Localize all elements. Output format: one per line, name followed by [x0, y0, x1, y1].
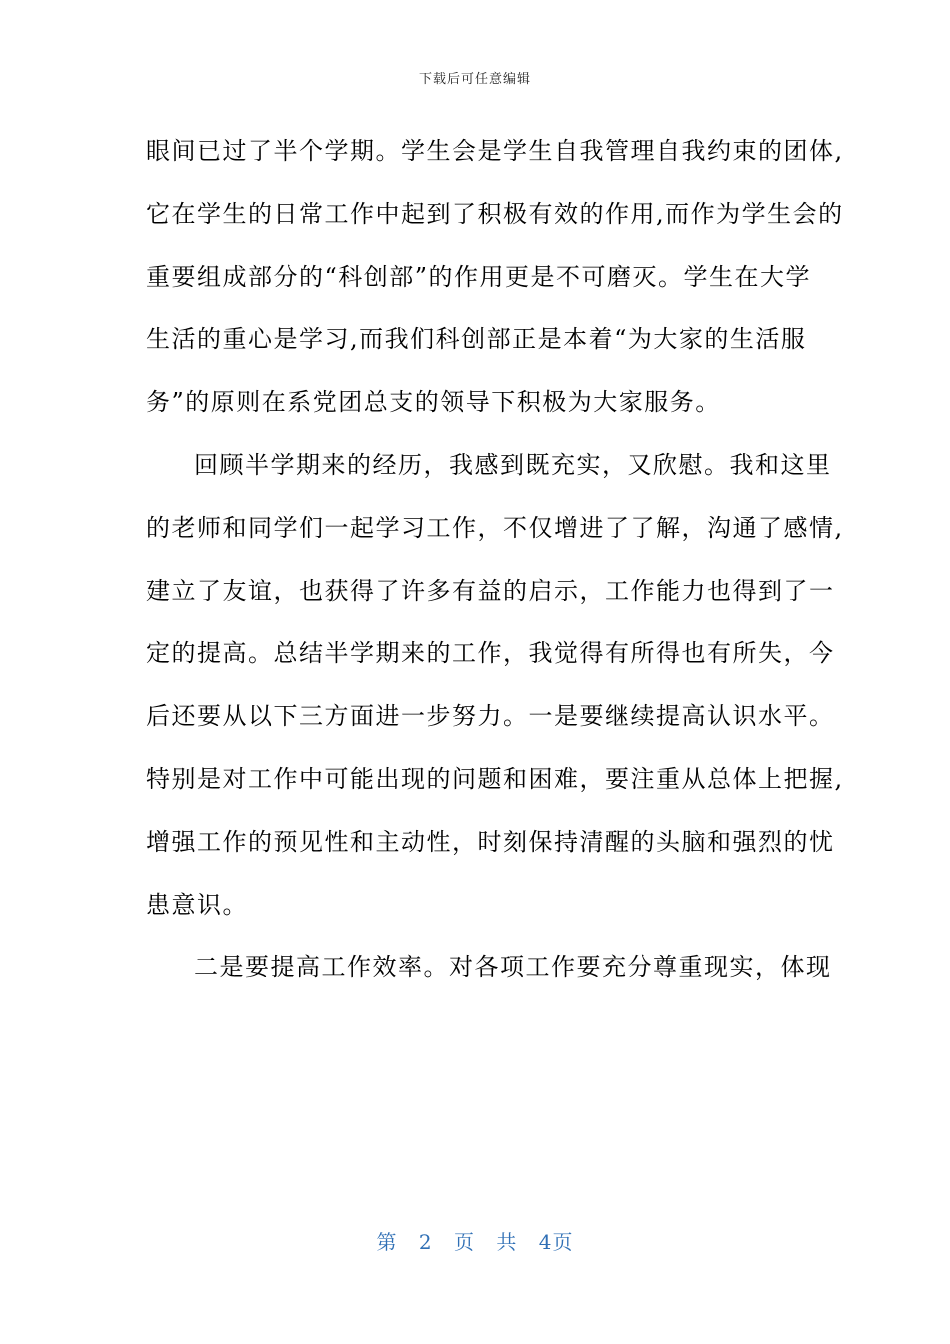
- footer-page-number: 2: [418, 1230, 433, 1254]
- text-line: 特别是对工作中可能出现的问题和困难，要注重从总体上把握,: [146, 764, 844, 793]
- text-line: 增强工作的预见性和主动性，时刻保持清醒的头脑和强烈的忧: [146, 827, 835, 856]
- text-line: 患意识。: [146, 890, 248, 919]
- text-line: 的老师和同学们一起学习工作，不仅增进了了解，沟通了感情,: [146, 513, 844, 542]
- footer-di: 第: [376, 1230, 398, 1254]
- text-line: 务”的原则在系党团总支的领导下积极为大家服务。: [146, 388, 721, 417]
- paragraph-start-line: 回顾半学期来的经历，我感到既充实，又欣慰。我和这里: [194, 450, 832, 479]
- text-line: 生活的重心是学习,而我们科创部正是本着“为大家的生活服: [146, 325, 807, 354]
- text-line: 重要组成部分的“科创部”的作用更是不可磨灭。学生在大学: [146, 262, 812, 291]
- footer-ye: 页: [454, 1230, 475, 1254]
- text-line: 后还要从以下三方面进一步努力。一是要继续提高认识水平。: [146, 702, 835, 731]
- text-line: 眼间已过了半个学期。学生会是学生自我管理自我约束的团体,: [146, 137, 844, 165]
- paragraph-start-line: 二是要提高工作效率。对各项工作要充分尊重现实，体现: [194, 953, 832, 982]
- body-text: [146, 120, 844, 999]
- header-note: 下载后可任意编辑: [418, 72, 531, 87]
- text-line: 定的提高。总结半学期来的工作，我觉得有所得也有所失，今: [146, 639, 835, 668]
- text-line: 建立了友谊，也获得了许多有益的启示，工作能力也得到了一: [146, 576, 835, 605]
- footer-gong: 共: [496, 1230, 518, 1254]
- text-line: 它在学生的日常工作中起到了积极有效的作用,而作为学生会的: [146, 199, 844, 228]
- page-footer: [0, 1226, 950, 1255]
- footer-total: 4页: [538, 1230, 574, 1254]
